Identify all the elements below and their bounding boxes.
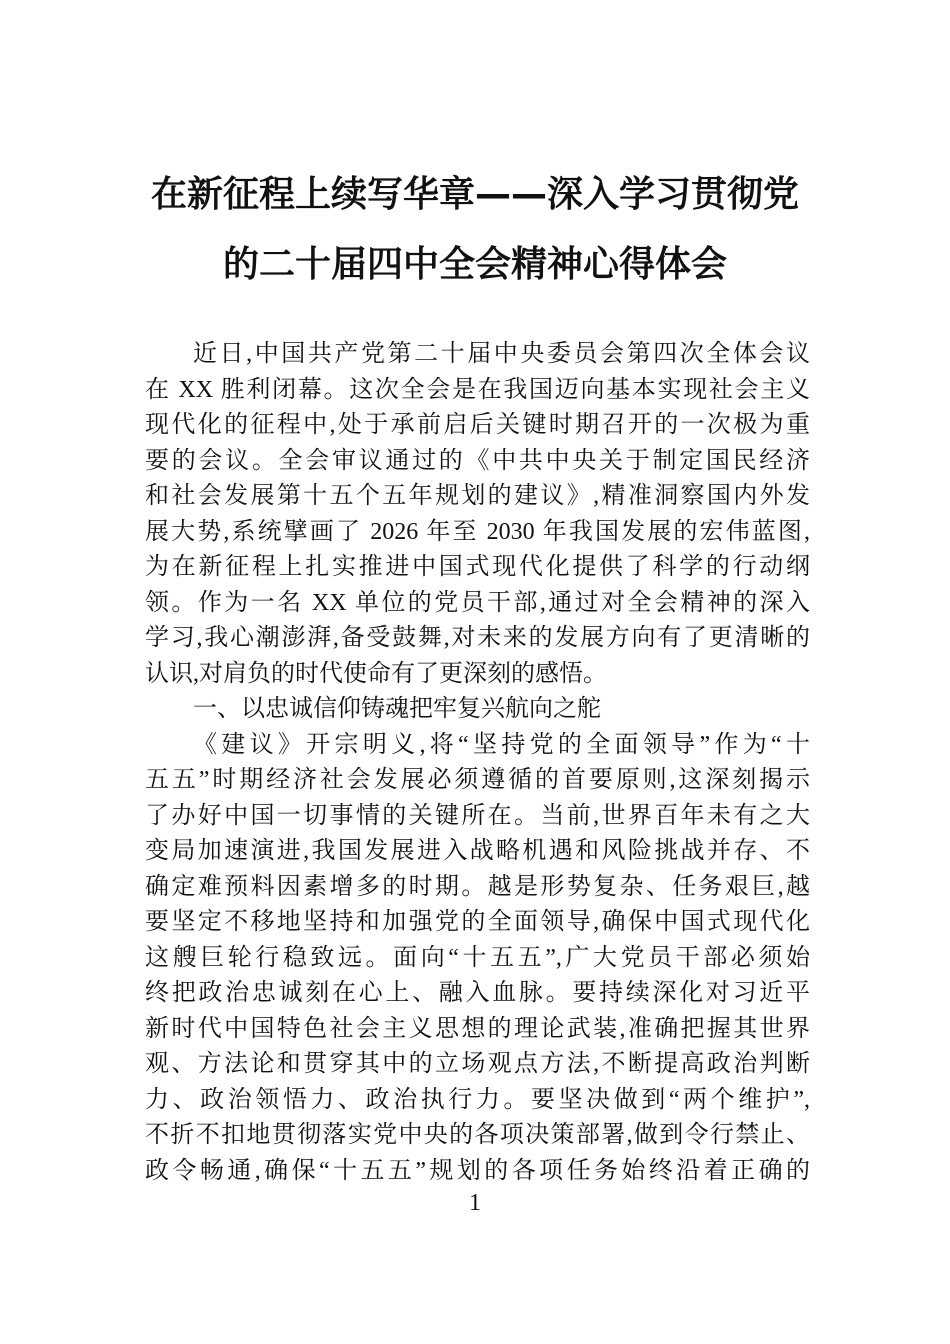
paragraph-line: 为在新征程上扎实推进中国式现代化提供了科学的行动纲 (145, 554, 810, 580)
paragraph-2 (145, 728, 810, 1190)
paragraph-line: 五五”时期经济社会发展必须遵循的首要原则,这深刻揭示 (145, 767, 810, 793)
paragraph-line: 了办好中国一切事情的关键所在。当前,世界百年未有之大 (145, 802, 810, 829)
paragraph-line: 现代化的征程中,处于承前启后关键时期召开的一次极为重 (145, 412, 810, 438)
page-number: 1 (469, 1190, 481, 1216)
paragraph-line: 认识,对肩负的时代使命有了更深刻的感悟。 (145, 660, 607, 687)
paragraph-line: 和社会发展第十五个五年规划的建议》,精准洞察国内外发 (145, 483, 810, 509)
paragraph-line: 近日,中国共产党第二十届中央委员会第四次全体会议 (193, 341, 810, 367)
paragraph-line: 终把政治忠诚刻在心上、融入血脉。要持续深化对习近平 (145, 980, 810, 1006)
paragraph-line: 力、政治领悟力、政治执行力。要坚决做到“两个维护”, (145, 1086, 810, 1113)
paragraph-line: 变局加速演进,我国发展进入战略机遇和风险挑战并存、不 (145, 838, 810, 864)
paragraph-line: 要坚定不移地坚持和加强党的全面领导,确保中国式现代化 (145, 909, 810, 935)
paragraph-line: 展大势,系统擘画了 2026 年至 2030 年我国发展的宏伟蓝图, (145, 518, 810, 545)
paragraph-line: 观、方法论和贯穿其中的立场观点方法,不断提高政治判断 (145, 1051, 810, 1077)
section-heading-1: 一、以忠诚信仰铸魂把牢复兴航向之舵 (193, 696, 601, 722)
document-title-line-1: 在新征程上续写华章——深入学习贯彻党 (150, 174, 799, 215)
paragraph-line: 这艘巨轮行稳致远。面向“十五五”,广大党员干部必须始 (145, 944, 810, 971)
paragraph-line: 政令畅通,确保“十五五”规划的各项任务始终沿着正确的 (145, 1157, 810, 1184)
paragraph-line: 要的会议。全会审议通过的《中共中央关于制定国民经济 (145, 447, 810, 474)
paragraph-line: 领。作为一名 XX 单位的党员干部,通过对全会精神的深入 (145, 589, 810, 616)
paragraph-line: 学习,我心潮澎湃,备受鼓舞,对未来的发展方向有了更清晰的 (145, 625, 810, 651)
paragraph-line: 在 XX 胜利闭幕。这次全会是在我国迈向基本实现社会主义 (145, 376, 810, 403)
paragraph-line: 《建议》开宗明义,将“坚持党的全面领导”作为“十 (193, 731, 810, 758)
paragraph-line: 新时代中国特色社会主义思想的理论武装,准确把握其世界 (145, 1015, 810, 1042)
document-body (145, 337, 810, 1189)
paragraph-line: 确定难预料因素增多的时期。越是形势复杂、任务艰巨,越 (145, 873, 810, 900)
paragraph-line: 不折不扣地贯彻落实党中央的各项决策部署,做到令行禁止、 (145, 1122, 810, 1148)
document-title-line-2: 的二十届四中全会精神心得体会 (222, 244, 727, 285)
paragraph-1 (145, 337, 810, 692)
